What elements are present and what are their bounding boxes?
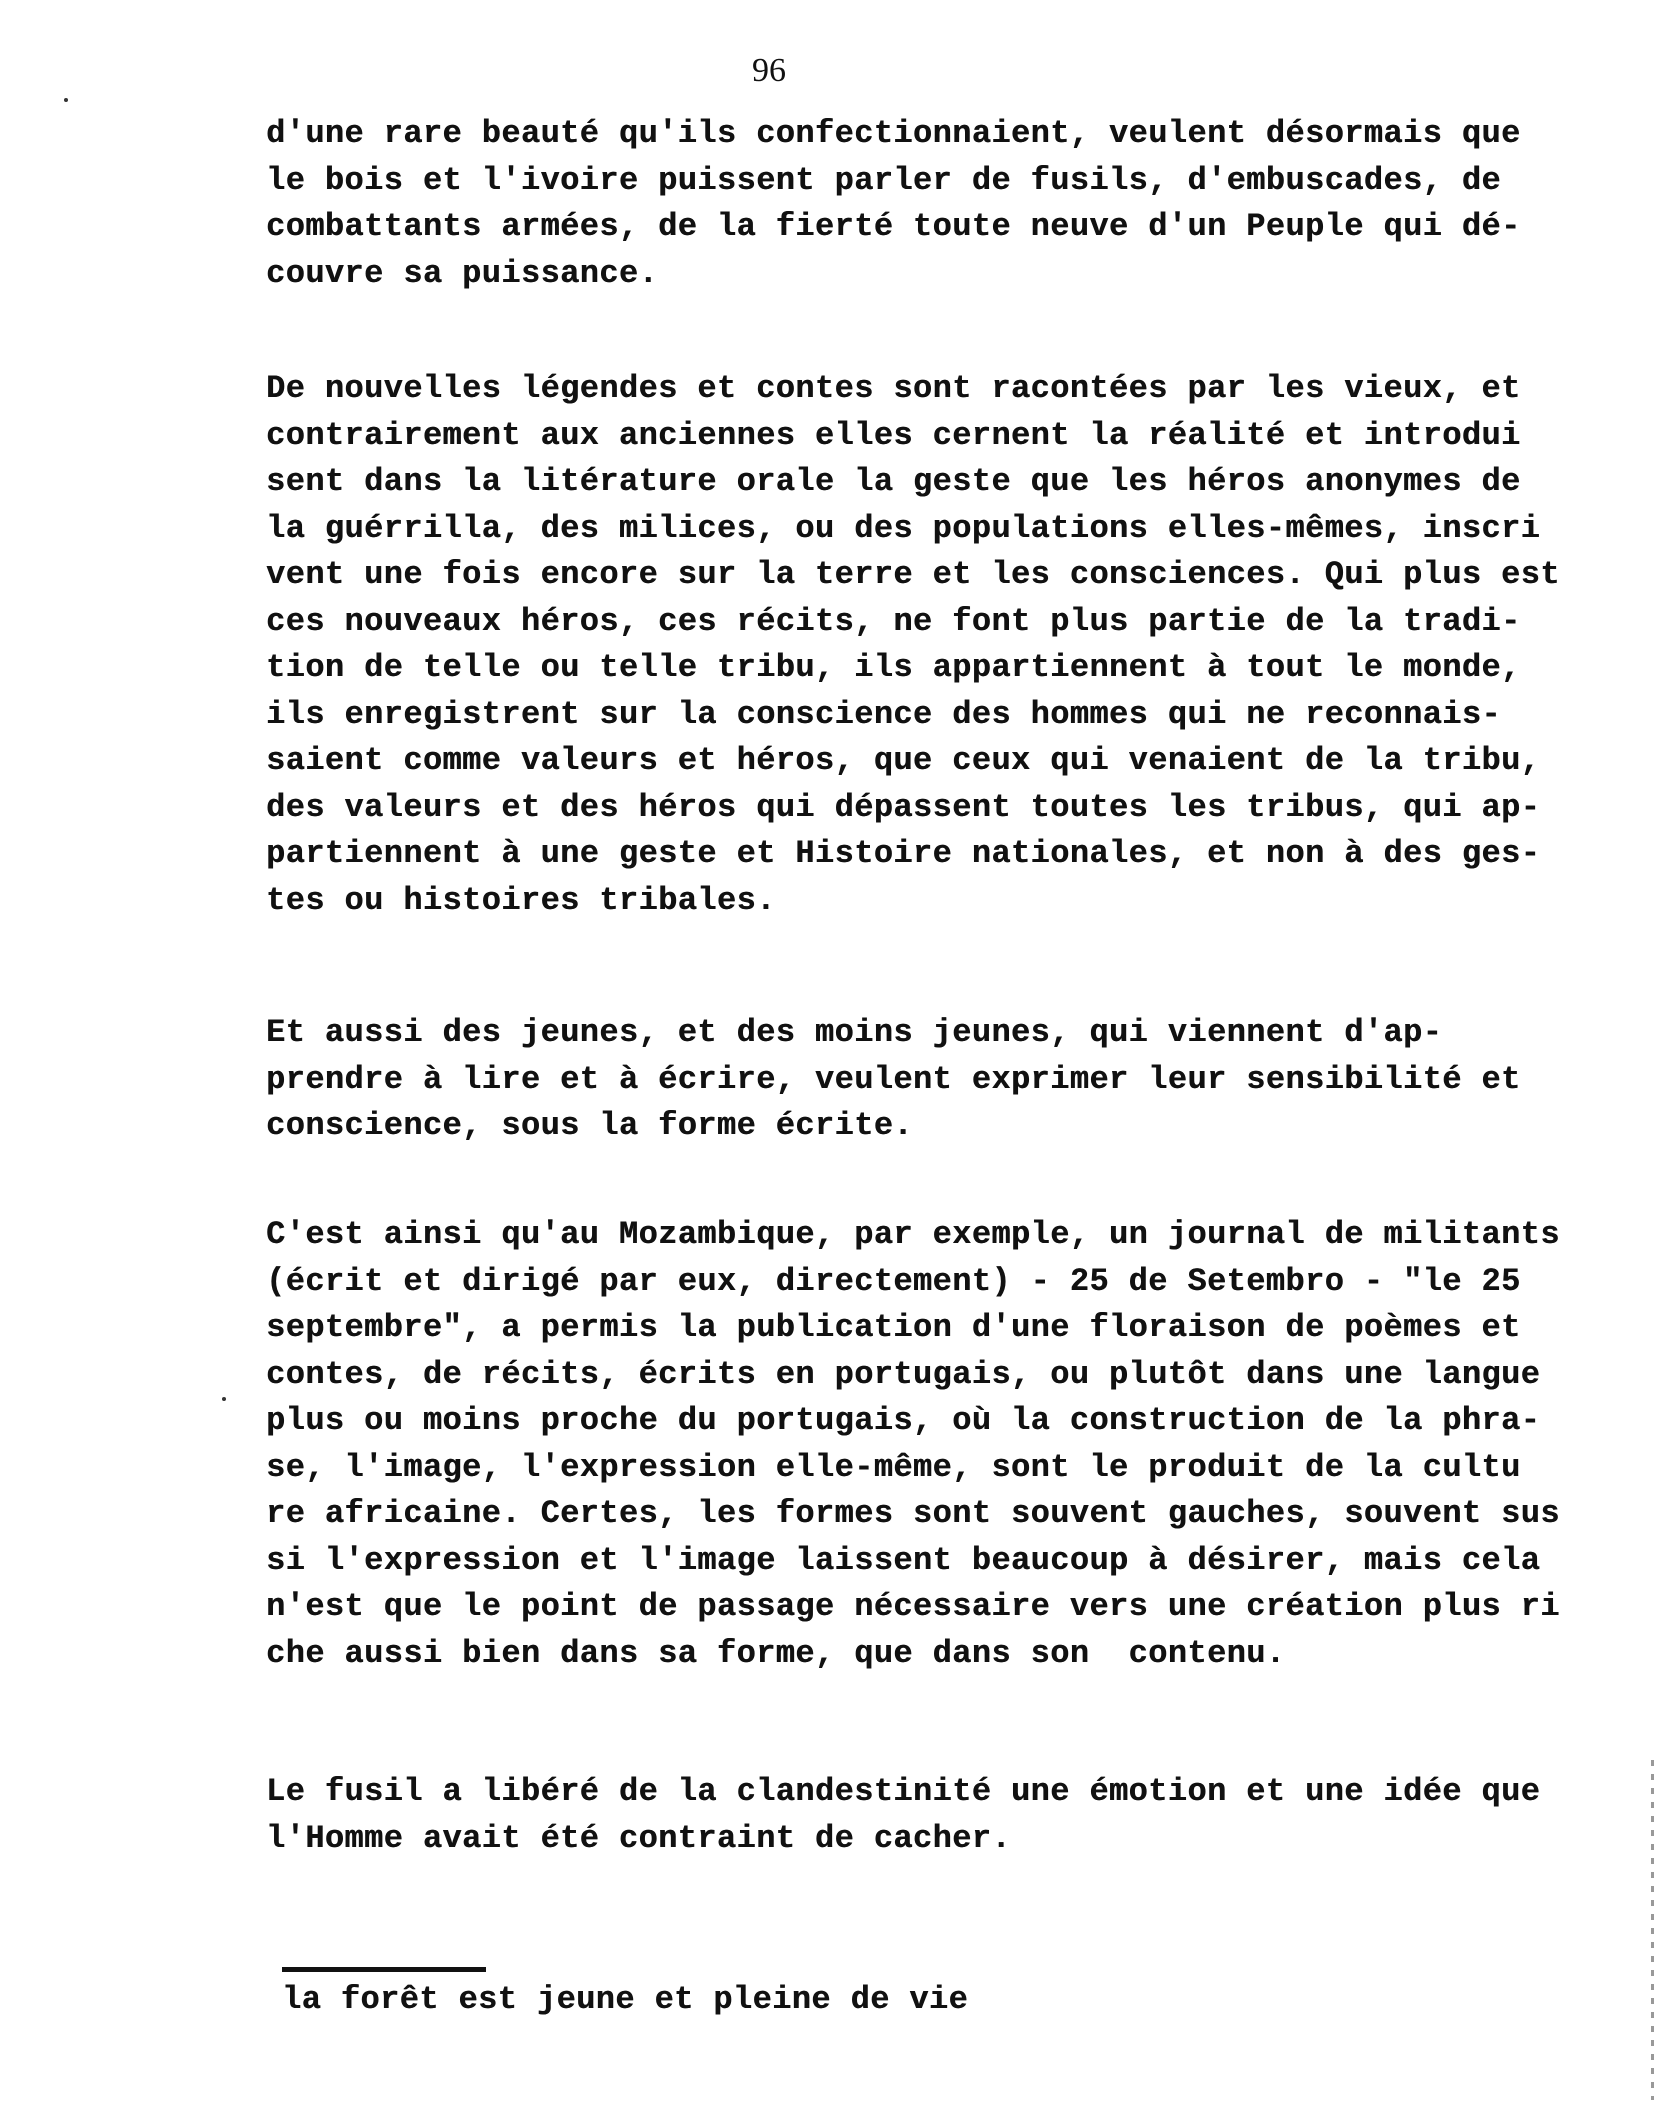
text-line: contrairement aux anciennes elles cernent la réalité et introdui xyxy=(266,416,1521,454)
text-line: tion de telle ou telle tribu, ils appartiennent à tout le monde, xyxy=(266,649,1521,686)
paragraph-4 xyxy=(266,1212,1626,1677)
text-line: C'est ainsi qu'au Mozambique, par exemple, un journal de militants xyxy=(266,1216,1560,1253)
text-line: Et aussi des jeunes, et des moins jeunes, qui viennent d'ap- xyxy=(266,1014,1443,1051)
text-line: tes ou histoires tribales. xyxy=(266,881,776,919)
text-line: conscience, sous la forme écrite. xyxy=(266,1107,913,1144)
text-line: la guérrilla, des milices, ou des populations elles-mêmes, inscri xyxy=(266,509,1541,547)
text-line: ils enregistrent sur la conscience des hommes qui ne reconnais- xyxy=(266,695,1501,733)
text-line: che aussi bien dans sa forme, que dans son contenu. xyxy=(266,1634,1286,1672)
text-line: couvre sa puissance. xyxy=(266,254,659,292)
text-line: partiennent à une geste et Histoire nationales, et non à des ges- xyxy=(266,835,1541,872)
text-line: si l'expression et l'image laissent beaucoup à désirer, mais cela xyxy=(266,1541,1541,1579)
text-line: prendre à lire et à écrire, veulent exprimer leur sensibilité et xyxy=(266,1060,1521,1098)
text-line: se, l'image, l'expression elle-même, sont le produit de la cultu xyxy=(266,1448,1521,1486)
scan-edge-marks xyxy=(1651,1760,1654,2100)
text-line: des valeurs et des héros qui dépassent toutes les tribus, qui ap- xyxy=(266,788,1541,826)
text-line: plus ou moins proche du portugais, où la construction de la phra- xyxy=(266,1402,1541,1439)
text-line: sent dans la litérature orale la geste que les héros anonymes de xyxy=(266,463,1521,500)
text-line: contes, de récits, écrits en portugais, ou plutôt dans une langue xyxy=(266,1355,1541,1393)
footnote: la forêt est jeune et pleine de vie xyxy=(282,1981,969,2018)
paragraph-1 xyxy=(266,111,1626,297)
text-line: n'est que le point de passage nécessaire vers une création plus ri xyxy=(266,1588,1560,1625)
footnote-rule xyxy=(282,1967,486,1972)
text-line: d'une rare beauté qu'ils confectionnaient, veulent désormais que xyxy=(266,115,1521,152)
text-line: (écrit et dirigé par eux, directement) - 25 de Setembro - "le 25 xyxy=(266,1262,1521,1300)
text-line: Le fusil a libéré de la clandestinité une émotion et une idée que xyxy=(266,1773,1541,1810)
paragraph-2 xyxy=(266,366,1626,924)
text-line: combattants armées, de la fierté toute neuve d'un Peuple qui dé- xyxy=(266,208,1521,245)
text-line: De nouvelles légendes et contes sont racontées par les vieux, et xyxy=(266,370,1521,407)
text-line: l'Homme avait été contraint de cacher. xyxy=(266,1819,1011,1857)
text-line: septembre", a permis la publication d'une floraison de poèmes et xyxy=(266,1309,1521,1346)
text-line: re africaine. Certes, les formes sont souvent gauches, souvent sus xyxy=(266,1495,1560,1532)
page-number: 96 xyxy=(752,52,786,89)
text-line: saient comme valeurs et héros, que ceux qui venaient de la tribu, xyxy=(266,742,1541,779)
text-line: le bois et l'ivoire puissent parler de fusils, d'embuscades, de xyxy=(266,161,1501,199)
scan-speck xyxy=(222,1397,226,1401)
paragraph-3 xyxy=(266,1010,1626,1150)
scan-speck xyxy=(64,98,68,102)
text-line: ces nouveaux héros, ces récits, ne font plus partie de la tradi- xyxy=(266,602,1521,640)
text-line: vent une fois encore sur la terre et les consciences. Qui plus est xyxy=(266,556,1560,593)
paragraph-5 xyxy=(266,1769,1626,1862)
